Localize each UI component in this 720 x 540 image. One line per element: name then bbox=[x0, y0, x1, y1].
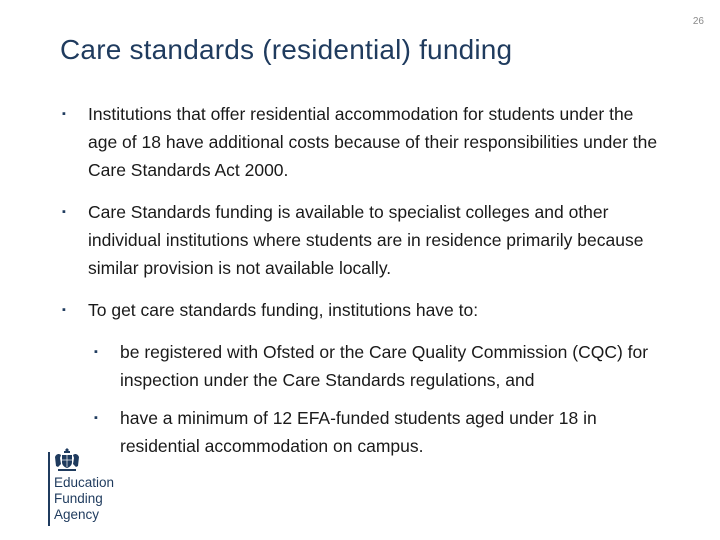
bullet-text: Institutions that offer residential accommodation for students under the age of 18 have additional costs because of their responsibilities under the Care Standards Act 2000. bbox=[88, 104, 658, 180]
square-bullet-icon: ▪ bbox=[62, 108, 66, 120]
logo-line: Education bbox=[54, 475, 115, 490]
slide-title: Care standards (residential) funding bbox=[60, 34, 513, 65]
square-bullet-icon: ▪ bbox=[94, 412, 98, 424]
logo-rule bbox=[48, 452, 50, 526]
bullet-item bbox=[60, 100, 660, 184]
square-bullet-icon: ▪ bbox=[62, 304, 66, 316]
bullet-list bbox=[60, 100, 660, 474]
education-funding-agency-logo bbox=[46, 448, 136, 528]
sub-bullet-text: be registered with Ofsted or the Care Quality Commission (CQC) for inspection under the Care Standards regulations, and bbox=[120, 342, 649, 390]
sub-bullet-text: have a minimum of 12 EFA-funded students aged under 18 in residential accommodation on campus. bbox=[120, 408, 597, 456]
bullet-text: To get care standards funding, institutions have to: bbox=[88, 300, 479, 320]
logo-line: Funding bbox=[54, 491, 103, 506]
square-bullet-icon: ▪ bbox=[94, 346, 98, 358]
sub-bullet-item bbox=[88, 338, 680, 394]
sub-bullet-item bbox=[88, 404, 680, 460]
bullet-item bbox=[60, 296, 660, 460]
logo-line: Agency bbox=[54, 507, 100, 522]
bullet-text: Care Standards funding is available to specialist colleges and other individual institutions where students are in residence primarily because similar provision is not available locally. bbox=[88, 202, 644, 278]
square-bullet-icon: ▪ bbox=[62, 206, 66, 218]
bullet-item bbox=[60, 198, 660, 282]
page-number: 26 bbox=[692, 16, 704, 27]
logo-wordmark bbox=[54, 475, 114, 523]
royal-crest-icon bbox=[54, 448, 80, 472]
sub-bullet-list bbox=[88, 338, 660, 460]
